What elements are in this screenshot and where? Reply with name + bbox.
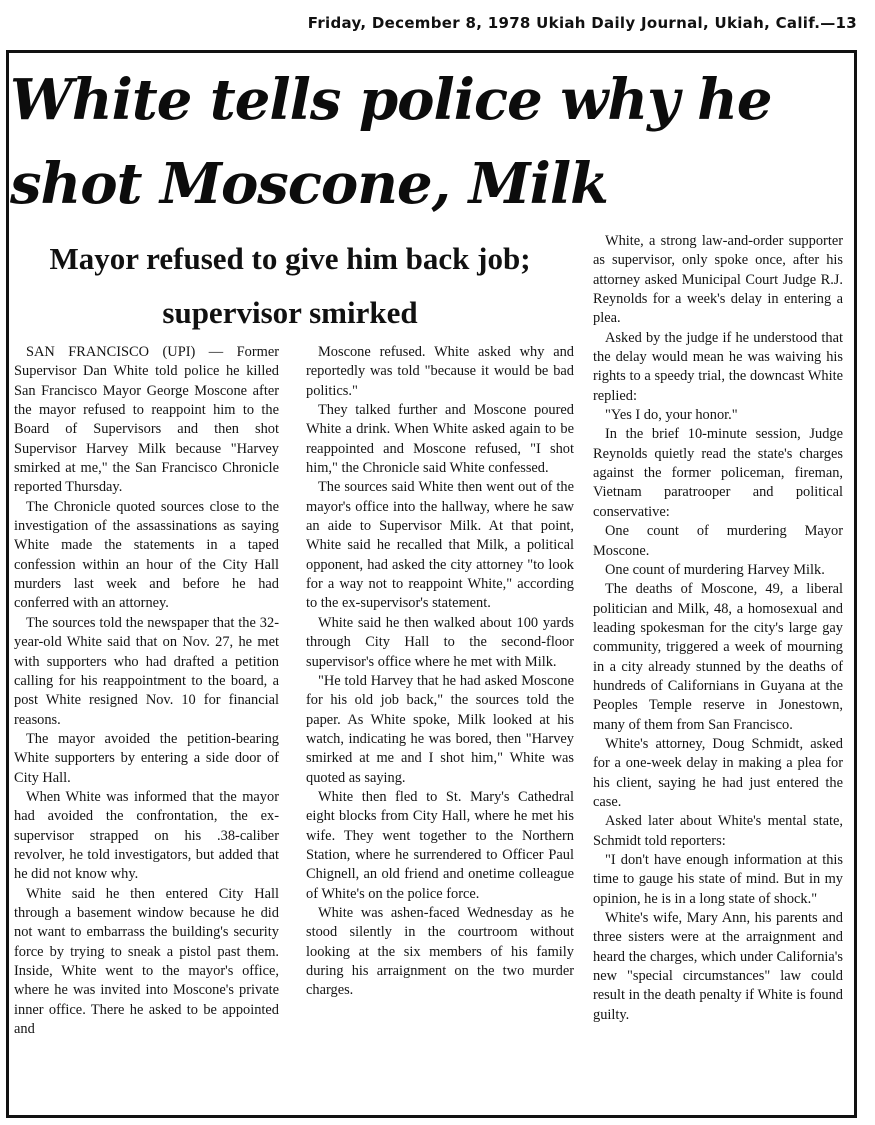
paragraph: "He told Harvey that he had asked Moscone for his old job back," the sources told the paper. As White spoke, Milk looked at his watch, indicating he was bored, then "Harvey smirked at me and I shot him," White was quoted as saying. (306, 672, 574, 786)
paragraph: Asked by the judge if he understood that the delay would mean he was waiving his rights to a speedy trial, the downcast White replied: (593, 329, 843, 404)
paragraph: The Chronicle quoted sources close to the investigation of the assassinations as saying White made the statements in a taped confession within an hour of the City Hall murders last week and before he had conferred with an attorney. (14, 498, 279, 612)
paragraph: When White was informed that the mayor had avoided the confrontation, the ex-supervisor strapped on his .38-caliber revolver, he told investigators, but added that he did not know why. (14, 788, 279, 883)
paragraph: The deaths of Moscone, 49, a liberal politician and Milk, 48, a homosexual and leading spokesman for the city's large gay community, triggered a week of mourning in a city already stunned by the deaths of hundreds of Californians in Guyana at the Peoples Temple reserve in Jonestown, many of them from San Francisco. (593, 581, 843, 733)
article-column-1 (14, 343, 279, 1039)
paragraph: White, a strong law-and-order supporter as supervisor, only spoke once, after his attorney asked Municipal Court Judge R.J. Reynolds for a week's delay in entering a plea. (593, 233, 843, 327)
headline: White tells police why he shot Moscone, Milk (10, 67, 772, 217)
paragraph: The sources said White then went out of the mayor's office into the hallway, where he saw an aide to Supervisor Milk. At that point, White said he recalled that Milk, a political opponent, had asked the city attorney "to look for a way not to reappoint White," according to the ex-supervisor's statement. (306, 479, 574, 612)
paragraph: White's attorney, Doug Schmidt, asked for a one-week delay in making a plea for his client, saying he had just entered the case. (593, 735, 843, 810)
paragraph: The sources told the newspaper that the 32-year-old White said that on Nov. 27, he met with supporters who had drafted a petition calling for his reappointment to the board, a post White resigned Nov. 10 for financial reasons. (14, 614, 279, 728)
article-column-2 (306, 343, 574, 1001)
paragraph: White said he then walked about 100 yards through City Hall to the second-floor supervisor's office where he met with Milk. (306, 614, 574, 670)
paragraph: White said he then entered City Hall through a basement window because he did not want to embarrass the building's security force by trying to sneak a pistol past them. Inside, White went to the mayor's office, where he was invited into Moscone's private inner office. There he asked to be appointed and (14, 885, 279, 1038)
page-folio: Friday, December 8, 1978 Ukiah Daily Journal, Ukiah, Calif.—13 (307, 14, 857, 32)
paragraph: SAN FRANCISCO (UPI) — Former Supervisor Dan White told police he killed San Francisco Mayor George Moscone after the mayor refused to reappoint him to the Board of Supervisors and then shot Supervisor Harvey Milk because "Harvey smirked at me," the San Francisco Chronicle reported Thursday. (14, 344, 279, 496)
paragraph: One count of murdering Harvey Milk. (605, 561, 825, 578)
paragraph: "Yes I do, your honor." (605, 407, 738, 424)
paragraph: Moscone refused. White asked why and reportedly was told "because it would be bad politics." (306, 344, 574, 399)
paragraph: Asked later about White's mental state, Schmidt told reporters: (593, 813, 843, 849)
paragraph: In the brief 10-minute session, Judge Reynolds quietly read the state's charges against the former policeman, fireman, Vietnam paratrooper and political conservative: (593, 426, 843, 520)
paragraph: The mayor avoided the petition-bearing White supporters by entering a side door of City Hall. (14, 730, 279, 786)
article-column-3 (593, 232, 843, 1025)
paragraph: They talked further and Moscone poured White a drink. When White asked again to be reappointed and Moscone refused, "I shot him," the Chronicle said White confessed. (306, 402, 574, 477)
paragraph: White was ashen-faced Wednesday as he stood silently in the courtroom without looking at the six members of his family during his arraignment on the two murder charges. (306, 904, 574, 999)
paragraph: White's wife, Mary Ann, his parents and three sisters were at the arraignment and heard the charges, which under California's new "special circumstances" law could result in the death penalty if White is found guilty. (593, 910, 843, 1023)
subheadline: Mayor refused to give him back job; supervisor smirked (49, 241, 531, 330)
paragraph: White then fled to St. Mary's Cathedral eight blocks from City Hall, where he met his wife. They went together to the Northern Station, where he surrendered to Officer Paul Chignell, an old friend and onetime colleague of White's on the police force. (306, 788, 574, 902)
paragraph: "I don't have enough information at this time to gauge his state of mind. But in my opinion, he is in a long state of shock." (593, 852, 843, 907)
paragraph: One count of murdering Mayor Moscone. (593, 523, 843, 559)
